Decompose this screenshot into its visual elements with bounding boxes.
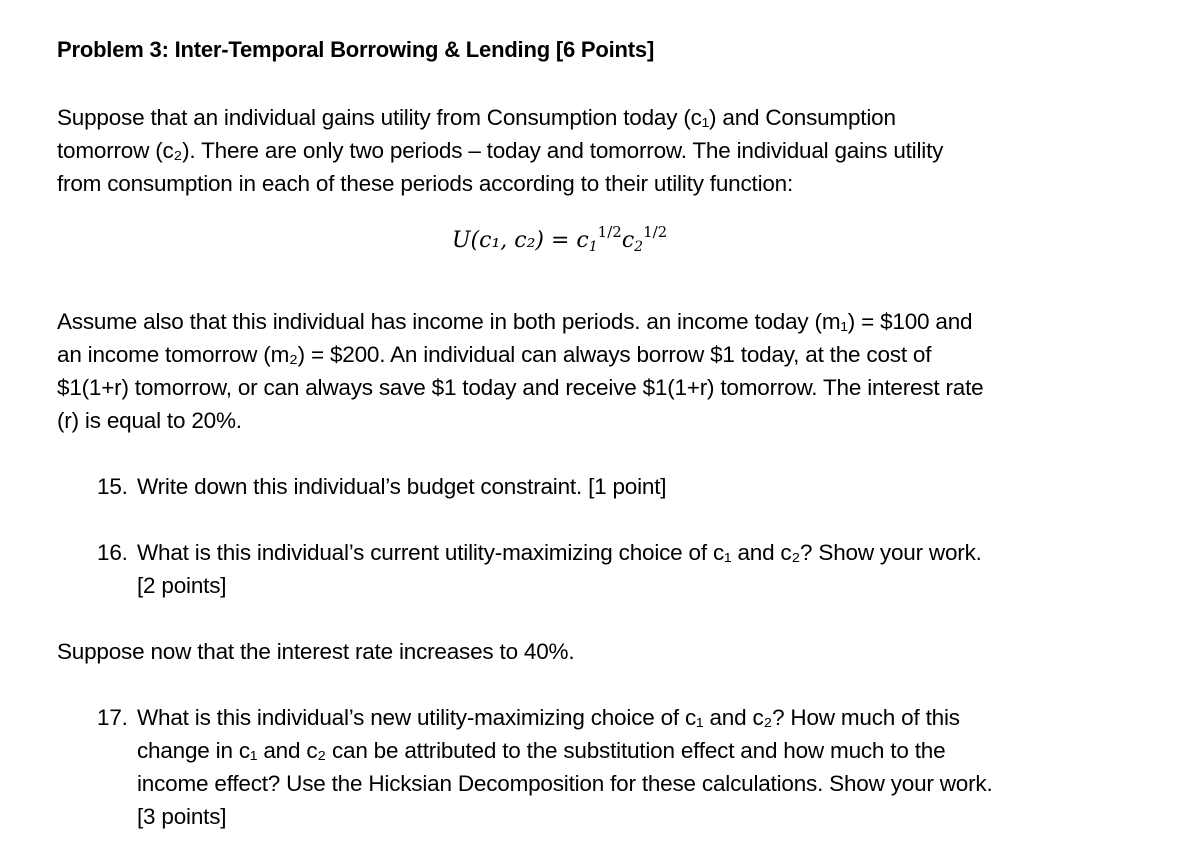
question-text: change in c₁ and c₂ can be attributed to the substitution effect and how much to the (137, 738, 946, 763)
question-number: 16. (97, 540, 128, 565)
question-15 (97, 470, 1137, 503)
equation-lhs: U (452, 228, 471, 253)
intro-line: from consumption in each of these periods according to their utility function: (57, 171, 794, 196)
question-16 (97, 536, 1137, 602)
problem-title: Problem 3: Inter-Temporal Borrowing & Lending [6 Points] (57, 37, 655, 62)
equation-c1: c (576, 228, 589, 253)
question-text: [3 points] (137, 804, 227, 829)
equation-c2-subscript: 2 (634, 239, 644, 255)
equation-c2: c (621, 228, 635, 253)
equation-c1-subscript: 1 (588, 239, 598, 255)
intro-line: tomorrow (c₂). There are only two periods – today and tomorrow. The individual gains utility (57, 138, 944, 163)
question-text: What is this individual’s current utility-maximizing choice of c₁ and c₂? Show your work. (137, 540, 982, 565)
utility-function-equation (452, 223, 668, 255)
intro-line: Suppose that an individual gains utility from Consumption today (c₁) and Consumption (57, 105, 896, 130)
equation-args: (c₁, c₂) (470, 228, 544, 253)
question-text: income effect? Use the Hicksian Decomposition for these calculations. Show your work. (137, 771, 993, 796)
assumption-line: (r) is equal to 20%. (57, 408, 242, 433)
question-text: What is this individual’s new utility-maximizing choice of c₁ and c₂? How much of this (137, 705, 960, 730)
assumption-paragraph (57, 305, 1137, 437)
question-number: 17. (97, 705, 128, 730)
assumption-line: Assume also that this individual has income in both periods. an income today (m₁) = $100 and (57, 309, 973, 334)
question-number: 15. (97, 474, 128, 499)
question-text: Write down this individual’s budget constraint. [1 point] (137, 474, 667, 499)
assumption-line: $1(1+r) tomorrow, or can always save $1 today and receive $1(1+r) tomorrow. The interest rate (57, 375, 984, 400)
intro-paragraph (57, 101, 1137, 200)
question-text: [2 points] (137, 573, 227, 598)
question-17 (97, 701, 1137, 833)
assumption-line: an income tomorrow (m₂) = $200. An individual can always borrow $1 today, at the cost of (57, 342, 932, 367)
equation-exponent-2: 1/2 (643, 223, 668, 241)
equation-exponent-1: 1/2 (597, 223, 622, 241)
equation-equals: = (550, 228, 570, 253)
interest-rate-change-paragraph: Suppose now that the interest rate increases to 40%. (57, 639, 575, 664)
